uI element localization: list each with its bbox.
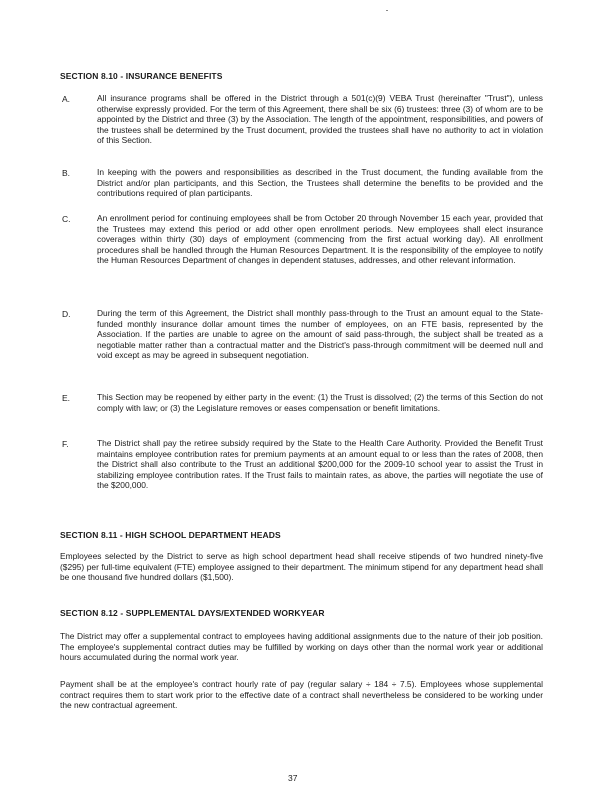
section-8-12-heading: SECTION 8.12 - SUPPLEMENTAL DAYS/EXTENDED WORKYEAR [60, 608, 325, 618]
section-8-10-heading: SECTION 8.10 - INSURANCE BENEFITS [60, 71, 223, 81]
item-a-letter: A. [62, 94, 71, 104]
page-number: 37 [288, 773, 298, 783]
section-8-12-paragraph-2: Payment shall be at the employee's contract hourly rate of pay (regular salary ÷ 184 ÷ 7.5). Employees whose supplemental contract requires them to start work prior to the effective date of a contract shall nevertheless be considered to be working under the new contractual agreement. [60, 679, 543, 711]
item-b-letter: B. [62, 168, 71, 178]
item-e-text: This Section may be reopened by either party in the event: (1) the Trust is dissolved; (2) the terms of this Section do not comply with law; or (3) the Legislature removes or eases compensation or benefit limitations. [97, 392, 543, 413]
item-d-letter: D. [62, 309, 71, 319]
item-e-letter: E. [62, 393, 71, 403]
section-8-11-paragraph: Employees selected by the District to serve as high school department head shall receive stipends of two hundred ninety-five ($295) per full-time equivalent (FTE) employee assigned to their department. The minimum stipend for any department head shall be one thousand five hundred dollars ($1,500). [60, 551, 543, 583]
item-c-text: An enrollment period for continuing employees shall be from October 20 through November 15 each year, provided that the Trustees may extend this period or add other open enrollment periods. New employees shall elect insurance coverages within thirty (30) days of employment (commencing from the first actual working day). All enrollment procedures shall be handled through the Human Resources Department. It is the responsibility of the employee to notify the Human Resources Department of changes in dependent statuses, addresses, and other relevant information. [97, 213, 543, 266]
item-f-text: The District shall pay the retiree subsidy required by the State to the Health Care Authority. Provided the Benefit Trust maintains employee contribution rates for premium payments at an amount equal to or less than the rates of 2008, then the District shall also contribute to the Trust an additional $200,000 for the 2009-10 school year to assist the Trust in stabilizing employee contribution rates. If the Trust fails to maintain rates, as above, the parties will negotiate the use of the $200,000. [97, 438, 543, 491]
item-b-text: In keeping with the powers and responsibilities as described in the Trust document, the funding available from the District and/or plan participants, and this Section, the Trustees shall determine the benefits to be provided and the contributions required of plan participants. [97, 167, 543, 199]
scan-speck [386, 10, 388, 11]
item-d-text: During the term of this Agreement, the District shall monthly pass-through to the Trust an amount equal to the State-funded monthly insurance dollar amount times the number of employees, on an FTE basis, represented by the Association. If the parties are unable to agree on the amount of said pass-through, the subject shall be treated as a negotiable matter rather than a contractual matter and the District's pass-through commitment will be deemed null and void except as may be agreed in subsequent negotiation. [97, 308, 543, 361]
item-a-text: All insurance programs shall be offered in the District through a 501(c)(9) VEBA Trust (hereinafter "Trust"), unless otherwise expressly provided. For the term of this Agreement, there shall be six (6) trustees: three (3) of whom are to be appointed by the District and three (3) by the Association. The length of the appointment, responsibilities, and powers of the trustees shall be determined by the Trust document, provided the trustees shall have no authority to act in violation of this Section. [97, 93, 543, 146]
section-8-11-heading: SECTION 8.11 - HIGH SCHOOL DEPARTMENT HEADS [60, 530, 281, 540]
section-8-12-paragraph-1: The District may offer a supplemental contract to employees having additional assignments due to the nature of their job position. The employee's supplemental contract duties may be fulfilled by working on days other than the normal work year or additional hours accumulated during the normal work year. [60, 631, 543, 663]
item-c-letter: C. [62, 214, 71, 224]
item-f-letter: F. [62, 439, 69, 449]
